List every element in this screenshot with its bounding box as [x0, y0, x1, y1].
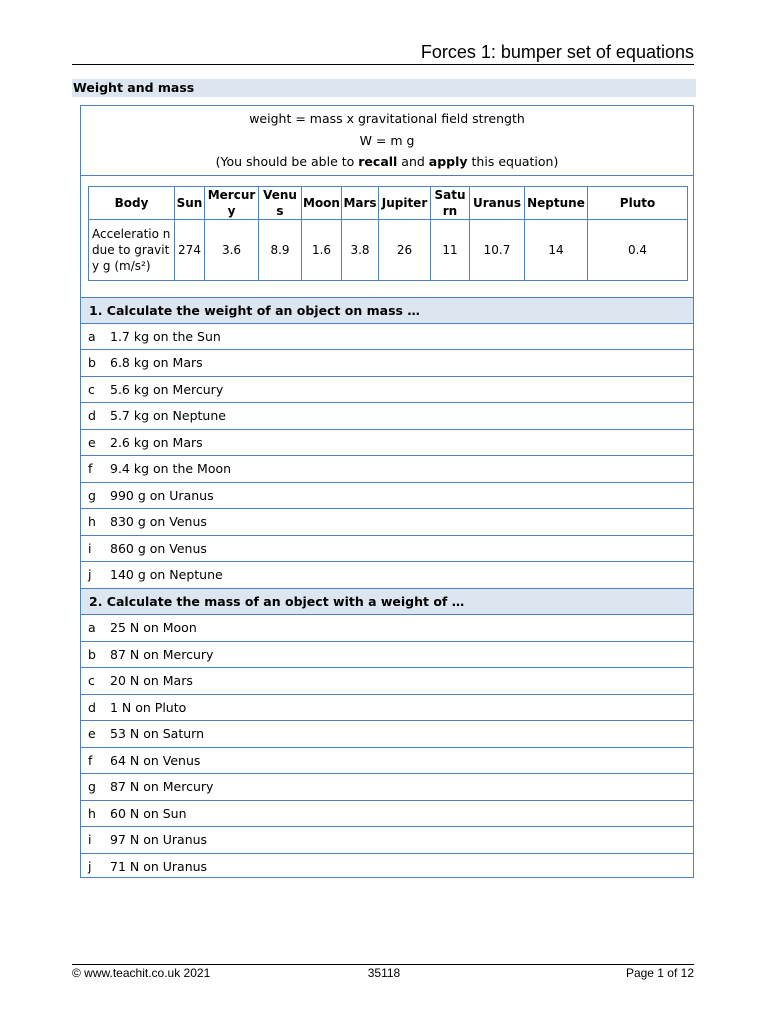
question-2-heading: 2. Calculate the mass of an object with a weight of …: [81, 589, 693, 616]
item-text: 71 N on Uranus: [110, 858, 208, 874]
item-letter: f: [88, 752, 93, 768]
question-2-item: [81, 748, 693, 775]
question-1-item: [81, 483, 693, 510]
footer-page-number: Page 1 of 12: [625, 966, 694, 980]
item-letter: h: [88, 805, 96, 821]
item-letter: g: [88, 779, 96, 794]
question-1-item: [81, 350, 693, 377]
item-text: 87 N on Mercury: [110, 779, 214, 794]
item-letter: b: [88, 646, 96, 662]
note-recall: recall: [358, 154, 398, 169]
item-text: 97 N on Uranus: [110, 832, 208, 847]
acceleration-label: Acceleratio n due to gravity g (m/s²): [89, 220, 175, 281]
item-text: 9.4 kg on the Moon: [110, 461, 232, 476]
item-text: 6.8 kg on Mars: [110, 355, 203, 370]
item-text: 5.6 kg on Mercury: [110, 381, 224, 397]
question-2-item: [81, 668, 693, 695]
gravity-table: [88, 186, 688, 281]
question-2-item: [81, 721, 693, 748]
item-letter: a: [88, 328, 96, 344]
body-neptune: Neptune: [525, 187, 588, 220]
body-moon: Moon: [302, 187, 342, 220]
question-2-item: [81, 774, 693, 801]
title-rule: [72, 64, 694, 65]
value-pluto: 0.4: [588, 220, 688, 281]
body-mercury: Mercury: [205, 187, 259, 220]
body-pluto: Pluto: [588, 187, 688, 220]
body-jupiter: Jupiter: [379, 187, 431, 220]
item-letter: b: [88, 355, 96, 370]
question-1-heading: 1. Calculate the weight of an object on mass …: [81, 297, 693, 324]
footer-code: 35118: [367, 966, 401, 980]
note-apply: apply: [428, 154, 468, 169]
item-letter: c: [88, 381, 95, 397]
value-neptune: 14: [525, 220, 588, 281]
equation-note: [81, 151, 693, 173]
footer: [72, 965, 694, 981]
equation-divider: [81, 175, 693, 176]
value-sun: 274: [175, 220, 205, 281]
item-letter: d: [88, 699, 96, 715]
item-text: 860 g on Venus: [110, 540, 207, 556]
item-text: 25 N on Moon: [110, 620, 197, 635]
question-2-item: [81, 827, 693, 854]
question-1-item: [81, 509, 693, 536]
value-moon: 1.6: [302, 220, 342, 281]
body-mars: Mars: [342, 187, 379, 220]
value-saturn: 11: [431, 220, 470, 281]
item-letter: i: [88, 540, 92, 556]
item-letter: d: [88, 408, 96, 423]
item-text: 140 g on Neptune: [110, 567, 223, 582]
value-mars: 3.8: [342, 220, 379, 281]
item-letter: g: [88, 487, 96, 503]
gravity-table-header: [89, 187, 688, 220]
item-text: 20 N on Mars: [110, 673, 193, 688]
item-letter: c: [88, 673, 95, 688]
question-1-item: [81, 562, 693, 589]
item-text: 87 N on Mercury: [110, 646, 214, 662]
item-text: 5.7 kg on Neptune: [110, 408, 226, 423]
gravity-table-values: [89, 220, 688, 281]
item-text: 1.7 kg on the Sun: [110, 328, 221, 344]
body-sun: Sun: [175, 187, 205, 220]
equation-block: [81, 106, 693, 176]
question-1-item: [81, 403, 693, 430]
body-saturn: Saturn: [431, 187, 470, 220]
body-header: Body: [89, 187, 175, 220]
note-suffix: this equation): [467, 154, 559, 169]
item-letter: j: [88, 858, 92, 874]
value-jupiter: 26: [379, 220, 431, 281]
body-uranus: Uranus: [470, 187, 525, 220]
equation-symbols: W = m g: [359, 132, 415, 148]
section-heading: Weight and mass: [72, 79, 696, 97]
question-list: [81, 297, 693, 880]
item-text: 990 g on Uranus: [110, 487, 214, 503]
question-2-item: [81, 695, 693, 722]
worksheet-frame: [80, 105, 694, 878]
body-venus: Venus: [259, 187, 302, 220]
question-1-item: [81, 324, 693, 351]
item-text: 1 N on Pluto: [110, 699, 187, 715]
item-text: 53 N on Saturn: [110, 726, 205, 741]
question-2-item: [81, 854, 693, 881]
note-and: and: [397, 154, 429, 169]
question-2-item: [81, 615, 693, 642]
item-text: 64 N on Venus: [110, 752, 201, 768]
page-title: Forces 1: bumper set of equations: [420, 42, 694, 62]
item-letter: a: [88, 620, 96, 635]
item-text: 2.6 kg on Mars: [110, 434, 203, 450]
question-1-item: [81, 430, 693, 457]
item-letter: j: [88, 567, 92, 582]
note-prefix: (You should be able to: [215, 154, 359, 169]
item-letter: f: [88, 461, 93, 476]
equation-words: weight = mass x gravitational field strength: [249, 111, 525, 126]
question-2-item: [81, 642, 693, 669]
item-text: 60 N on Sun: [110, 805, 187, 821]
item-text: 830 g on Venus: [110, 514, 207, 529]
item-letter: e: [88, 726, 96, 741]
value-venus: 8.9: [259, 220, 302, 281]
value-uranus: 10.7: [470, 220, 525, 281]
item-letter: e: [88, 434, 96, 450]
value-mercury: 3.6: [205, 220, 259, 281]
question-1-item: [81, 377, 693, 404]
item-letter: i: [88, 832, 92, 847]
question-2-item: [81, 801, 693, 828]
footer-copyright: © www.teachit.co.uk 2021: [72, 966, 211, 980]
item-letter: h: [88, 514, 96, 529]
question-1-item: [81, 456, 693, 483]
question-1-item: [81, 536, 693, 563]
